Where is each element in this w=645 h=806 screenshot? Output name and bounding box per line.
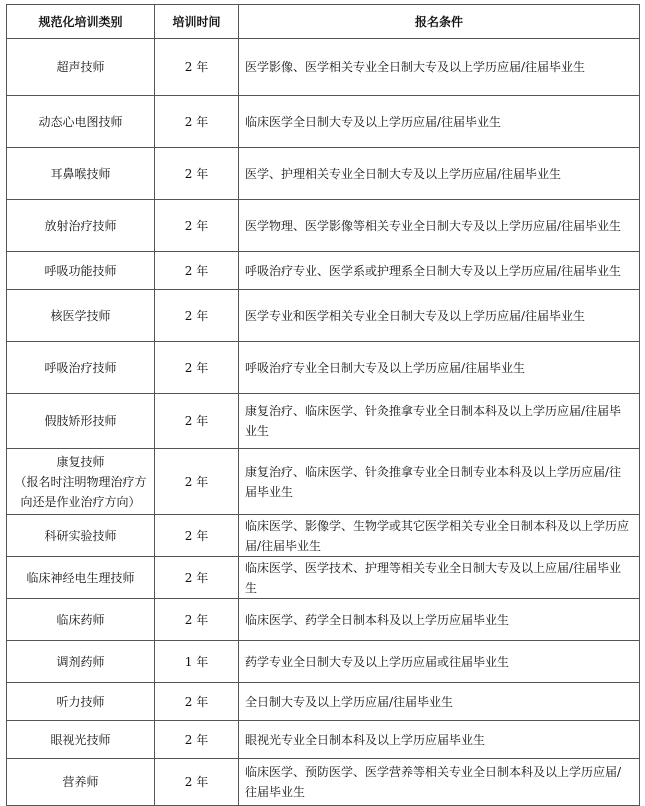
duration-cell: 2 年 xyxy=(155,342,239,394)
duration-cell: 2 年 xyxy=(155,599,239,641)
category-cell: 核医学技师 xyxy=(7,290,155,342)
requirement-cell: 康复治疗、临床医学、针灸推拿专业全日制专业本科及以上学历应届/往届毕业生 xyxy=(239,449,640,515)
category-cell: 临床神经电生理技师 xyxy=(7,557,155,599)
duration-cell: 2 年 xyxy=(155,96,239,148)
table-row xyxy=(7,394,640,449)
requirement-cell: 医学、护理相关专业全日制大专及以上学历应届/往届毕业生 xyxy=(239,148,640,200)
category-cell: 科研实验技师 xyxy=(7,515,155,557)
header-duration: 培训时间 xyxy=(155,5,239,39)
duration-cell: 2 年 xyxy=(155,515,239,557)
table-row xyxy=(7,148,640,200)
table-row xyxy=(7,200,640,252)
header-category: 规范化培训类别 xyxy=(7,5,155,39)
table-row xyxy=(7,449,640,515)
duration-cell: 2 年 xyxy=(155,683,239,721)
category-cell: 假肢矫形技师 xyxy=(7,394,155,449)
table-body xyxy=(7,39,640,806)
table-row xyxy=(7,557,640,599)
category-cell: 耳鼻喉技师 xyxy=(7,148,155,200)
category-cell: 动态心电图技师 xyxy=(7,96,155,148)
duration-cell: 2 年 xyxy=(155,39,239,96)
duration-cell: 2 年 xyxy=(155,449,239,515)
training-requirements-table xyxy=(6,4,640,806)
table-row xyxy=(7,721,640,759)
table-row xyxy=(7,342,640,394)
category-cell: 放射治疗技师 xyxy=(7,200,155,252)
category-cell: 眼视光技师 xyxy=(7,721,155,759)
category-cell: 营养师 xyxy=(7,759,155,806)
table-row xyxy=(7,96,640,148)
requirement-cell: 医学专业和医学相关专业全日制大专及以上学历应届/往届毕业生 xyxy=(239,290,640,342)
duration-cell: 2 年 xyxy=(155,394,239,449)
requirement-cell: 药学专业全日制大专及以上学历应届或往届毕业生 xyxy=(239,641,640,683)
table-row xyxy=(7,641,640,683)
table-row xyxy=(7,599,640,641)
category-cell: 临床药师 xyxy=(7,599,155,641)
requirement-cell: 临床医学、预防医学、医学营养等相关专业全日制本科及以上学历应届/往届毕业生 xyxy=(239,759,640,806)
requirement-cell: 临床医学、医学技术、护理等相关专业全日制大专及以上应届/往届毕业生 xyxy=(239,557,640,599)
requirement-cell: 临床医学、药学全日制本科及以上学历应届毕业生 xyxy=(239,599,640,641)
duration-cell: 2 年 xyxy=(155,148,239,200)
duration-cell: 1 年 xyxy=(155,641,239,683)
table-row xyxy=(7,252,640,290)
requirement-cell: 医学影像、医学相关专业全日制大专及以上学历应届/往届毕业生 xyxy=(239,39,640,96)
requirement-cell: 全日制大专及以上学历应届/往届毕业生 xyxy=(239,683,640,721)
requirement-cell: 眼视光专业全日制本科及以上学历应届毕业生 xyxy=(239,721,640,759)
category-cell: 康复技师 （报名时注明物理治疗方向还是作业治疗方向） xyxy=(7,449,155,515)
category-cell: 呼吸治疗技师 xyxy=(7,342,155,394)
header-requirement: 报名条件 xyxy=(239,5,640,39)
category-cell: 调剂药师 xyxy=(7,641,155,683)
duration-cell: 2 年 xyxy=(155,557,239,599)
duration-cell: 2 年 xyxy=(155,759,239,806)
table-row xyxy=(7,683,640,721)
table-row xyxy=(7,515,640,557)
category-cell: 呼吸功能技师 xyxy=(7,252,155,290)
requirement-cell: 医学物理、医学影像等相关专业全日制大专及以上学历应届/往届毕业生 xyxy=(239,200,640,252)
duration-cell: 2 年 xyxy=(155,290,239,342)
duration-cell: 2 年 xyxy=(155,721,239,759)
requirement-cell: 康复治疗、临床医学、针灸推拿专业全日制本科及以上学历应届/往届毕业生 xyxy=(239,394,640,449)
duration-cell: 2 年 xyxy=(155,200,239,252)
requirement-cell: 呼吸治疗专业、医学系或护理系全日制大专及以上学历应届/往届毕业生 xyxy=(239,252,640,290)
requirement-cell: 呼吸治疗专业全日制大专及以上学历应届/往届毕业生 xyxy=(239,342,640,394)
table-row xyxy=(7,290,640,342)
requirement-cell: 临床医学、影像学、生物学或其它医学相关专业全日制本科及以上学历应届/往届毕业生 xyxy=(239,515,640,557)
training-table-container xyxy=(6,4,639,806)
table-row xyxy=(7,759,640,806)
requirement-cell: 临床医学全日制大专及以上学历应届/往届毕业生 xyxy=(239,96,640,148)
category-cell: 超声技师 xyxy=(7,39,155,96)
table-header-row xyxy=(7,5,640,39)
table-row xyxy=(7,39,640,96)
category-cell: 听力技师 xyxy=(7,683,155,721)
duration-cell: 2 年 xyxy=(155,252,239,290)
